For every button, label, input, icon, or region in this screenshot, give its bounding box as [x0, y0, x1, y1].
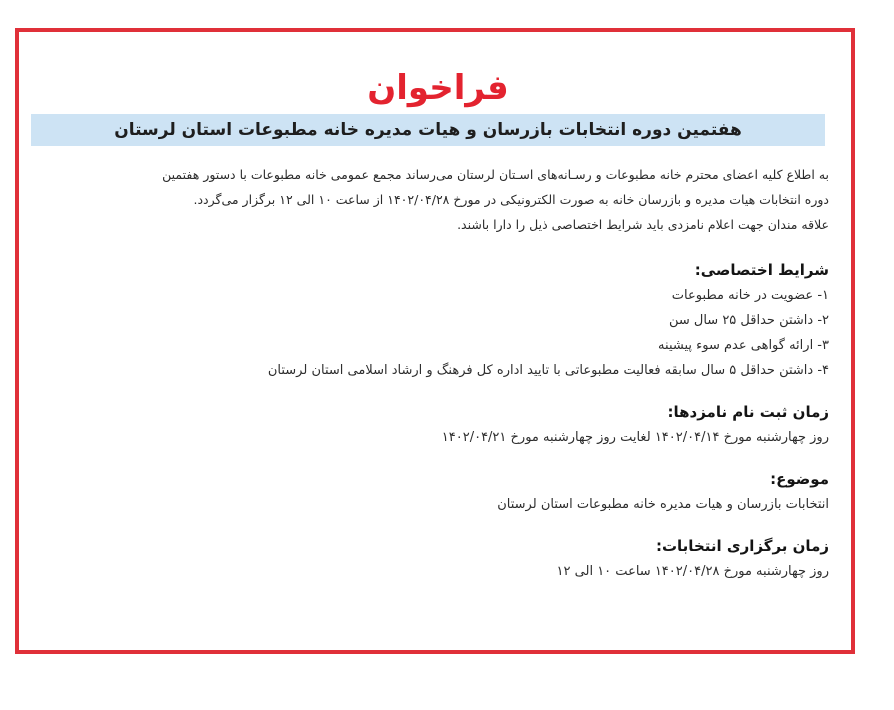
headline: فراخوان	[367, 68, 509, 108]
conditions-title: شرایط اختصاصی:	[694, 261, 829, 279]
condition-item: ۲- داشتن حداقل ۲۵ سال سن	[668, 313, 829, 328]
condition-item: ۴- داشتن حداقل ۵ سال سابقه فعالیت مطبوعاتی با تایید اداره کل فرهنگ و ارشاد اسلامی استان لرستان	[267, 363, 829, 378]
subject-text: انتخابات بازرسان و هیات مدیره خانه مطبوعات استان لرستان	[497, 497, 829, 512]
intro-line: به اطلاع کلیه اعضای محترم خانه مطبوعات و رسـانه‌های اسـتان لرستان می‌رساند مجمع عمومی خانه مطبوعات با دستور هفتمین	[162, 167, 829, 182]
intro-line: دوره انتخابات هیات مدیره و بازرسان خانه به صورت الکترونیکی در مورخ ۱۴۰۲/۰۴/۲۸ از ساعت ۱۰ الی ۱۲ برگزار می‌گردد.	[193, 192, 829, 207]
announcement-frame	[15, 28, 855, 654]
election-time-text: روز چهارشنبه مورخ ۱۴۰۲/۰۴/۲۸ ساعت ۱۰ الی ۱۲	[556, 564, 829, 579]
subject-section	[47, 466, 829, 517]
election-time-section	[47, 533, 829, 584]
registration-section	[47, 399, 829, 450]
registration-title: زمان ثبت نام نامزدها:	[667, 403, 829, 421]
announcement-body	[19, 66, 851, 584]
registration-text: روز چهارشنبه مورخ ۱۴۰۲/۰۴/۱۴ لغایت روز چهارشنبه مورخ ۱۴۰۲/۰۴/۲۱	[441, 430, 829, 445]
conditions-section	[47, 257, 829, 383]
intro-line: علاقه مندان جهت اعلام نامزدی باید شرایط اختصاصی ذیل را دارا باشند.	[457, 217, 829, 232]
condition-item: ۳- ارائه گواهی عدم سوء پیشینه	[658, 338, 829, 353]
subtitle-banner: هفتمین دوره انتخابات بازرسان و هیات مدیره خانه مطبوعات استان لرستان	[31, 114, 825, 146]
condition-item: ۱- عضویت در خانه مطبوعات	[671, 288, 829, 303]
subject-title: موضوع:	[770, 470, 829, 488]
intro-paragraph	[47, 162, 829, 237]
election-time-title: زمان برگزاری انتخابات:	[655, 537, 829, 555]
